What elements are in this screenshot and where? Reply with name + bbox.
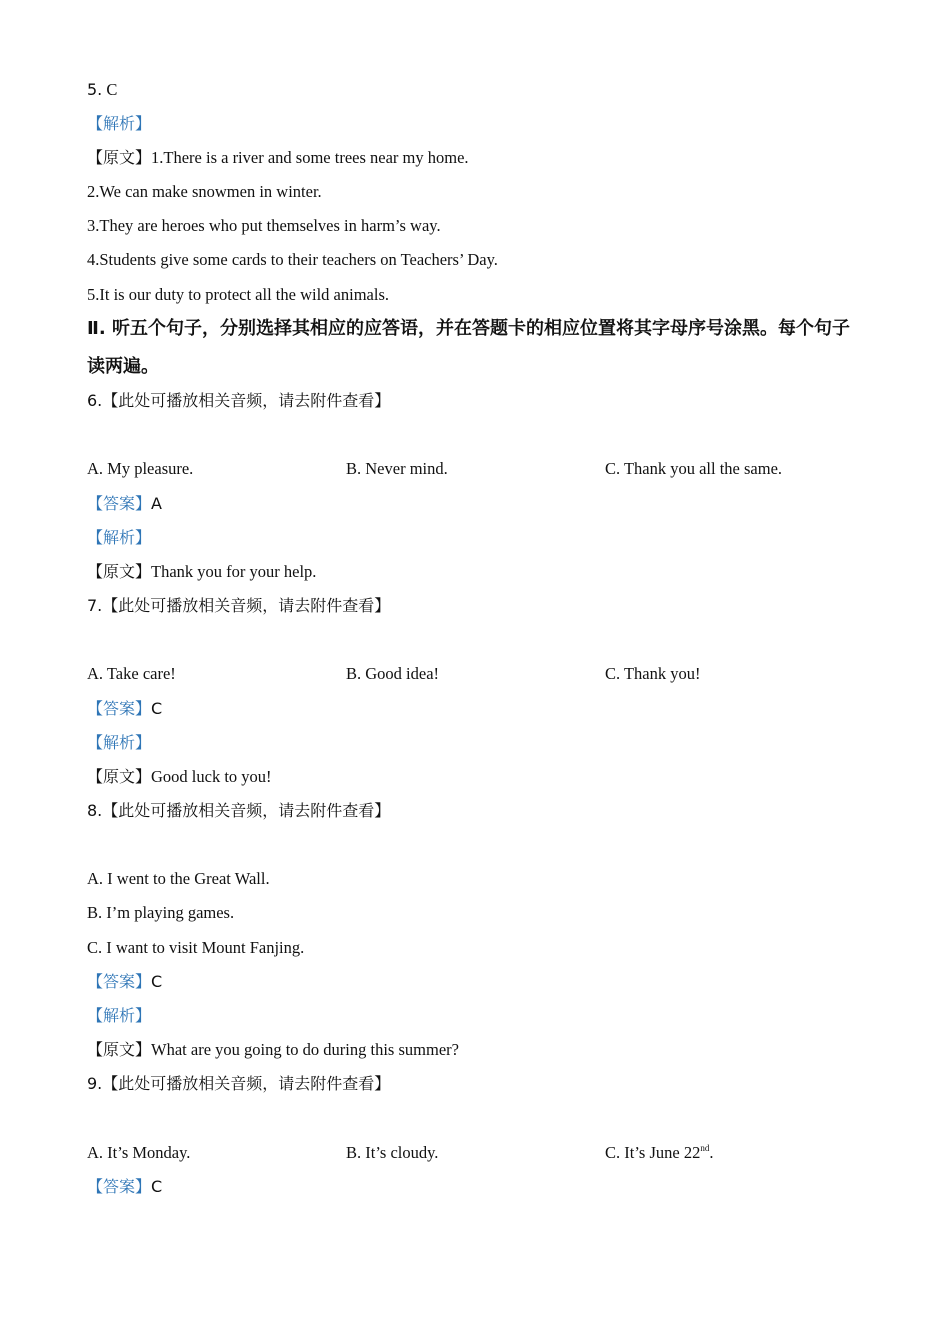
transcript-text: Thank you for your help. [151,562,317,581]
section-heading: Ⅱ. 听五个句子，分别选择其相应的应答语，并在答题卡的相应位置将其字母序号涂黑。每个句子读两遍。 [87,318,850,377]
q6-number: 6. [87,391,103,410]
transcript-text: 5.It is our duty to protect all the wild animals. [87,285,389,304]
q9-option-c-superscript: nd [700,1143,710,1153]
q8-option-b: B. I’m playing games. [87,903,235,922]
q5-transcript-line-1 [87,148,469,168]
q9-answer-line [87,1177,162,1197]
q5-transcript-line-2 [87,182,322,202]
audio-note: 【此处可播放相关音频，请去附件查看】 [102,596,391,615]
original-tag: 【原文】 [87,1040,152,1059]
q8-option-c: C. I want to visit Mount Fanjing. [87,938,305,957]
audio-note: 【此处可播放相关音频，请去附件查看】 [102,1074,391,1093]
q6-answer-letter: A [151,494,162,513]
q5-answer-line [87,80,117,100]
q5-transcript-line-5 [87,285,389,305]
q9-option-c-text: C. It’s June 22 [605,1143,701,1162]
transcript-text: 2.We can make snowmen in winter. [87,182,322,201]
answer-tag: 【答案】 [87,1177,152,1196]
original-tag: 【原文】 [87,767,152,786]
analysis-tag: 【解析】 [87,1006,152,1025]
q9-option-c-tail: . [709,1143,714,1162]
q7-option-a: A. Take care! [87,664,176,683]
q6-answer-line [87,494,162,514]
q6-analysis-tag-line [87,528,151,548]
q8-number: 8. [87,801,103,820]
q6-option-c: C. Thank you all the same. [605,459,783,478]
q8-transcript-line [87,1040,459,1060]
answer-tag: 【答案】 [87,972,152,991]
transcript-text: 3.They are heroes who put themselves in harm’s way. [87,216,441,235]
q8-analysis-tag-line [87,1006,151,1026]
answer-tag: 【答案】 [87,699,152,718]
transcript-text: What are you going to do during this summer? [151,1040,459,1059]
q7-option-c: C. Thank you! [605,664,701,683]
q9-option-a: A. It’s Monday. [87,1143,191,1162]
transcript-text: 1.There is a river and some trees near my home. [151,148,469,167]
q7-answer-letter: C [151,699,163,718]
q9-answer-letter: C [151,1177,163,1196]
q8-answer-letter: C [151,972,163,991]
q7-option-b: B. Good idea! [346,664,440,683]
q7-analysis-tag-line [87,733,151,753]
transcript-text: 4.Students give some cards to their teachers on Teachers’ Day. [87,250,498,269]
q6-option-b: B. Never mind. [346,459,448,478]
transcript-text: Good luck to you! [151,767,272,786]
q5-number: 5. [87,80,103,99]
q8-answer-line [87,972,162,992]
q9-option-b: B. It’s cloudy. [346,1143,439,1162]
q5-analysis-tag-line [87,114,151,134]
q6-prompt [87,391,390,411]
analysis-tag: 【解析】 [87,528,152,547]
q8-prompt [87,801,390,821]
q5-answer-letter: C [106,80,118,99]
answer-tag: 【答案】 [87,494,152,513]
q5-transcript-line-3 [87,216,441,236]
analysis-tag: 【解析】 [87,114,152,133]
q5-transcript-line-4 [87,250,498,270]
q7-transcript-line [87,767,272,787]
q8-option-a: A. I went to the Great Wall. [87,869,270,888]
q6-option-a: A. My pleasure. [87,459,194,478]
q9-number: 9. [87,1074,103,1093]
original-tag: 【原文】 [87,562,152,581]
q7-prompt [87,596,390,616]
audio-note: 【此处可播放相关音频，请去附件查看】 [102,391,391,410]
original-tag: 【原文】 [87,148,152,167]
q6-transcript-line [87,562,316,582]
q9-option-c [605,1143,713,1163]
q9-prompt [87,1074,390,1094]
audio-note: 【此处可播放相关音频，请去附件查看】 [102,801,391,820]
q7-answer-line [87,699,162,719]
analysis-tag: 【解析】 [87,733,152,752]
q7-number: 7. [87,596,103,615]
